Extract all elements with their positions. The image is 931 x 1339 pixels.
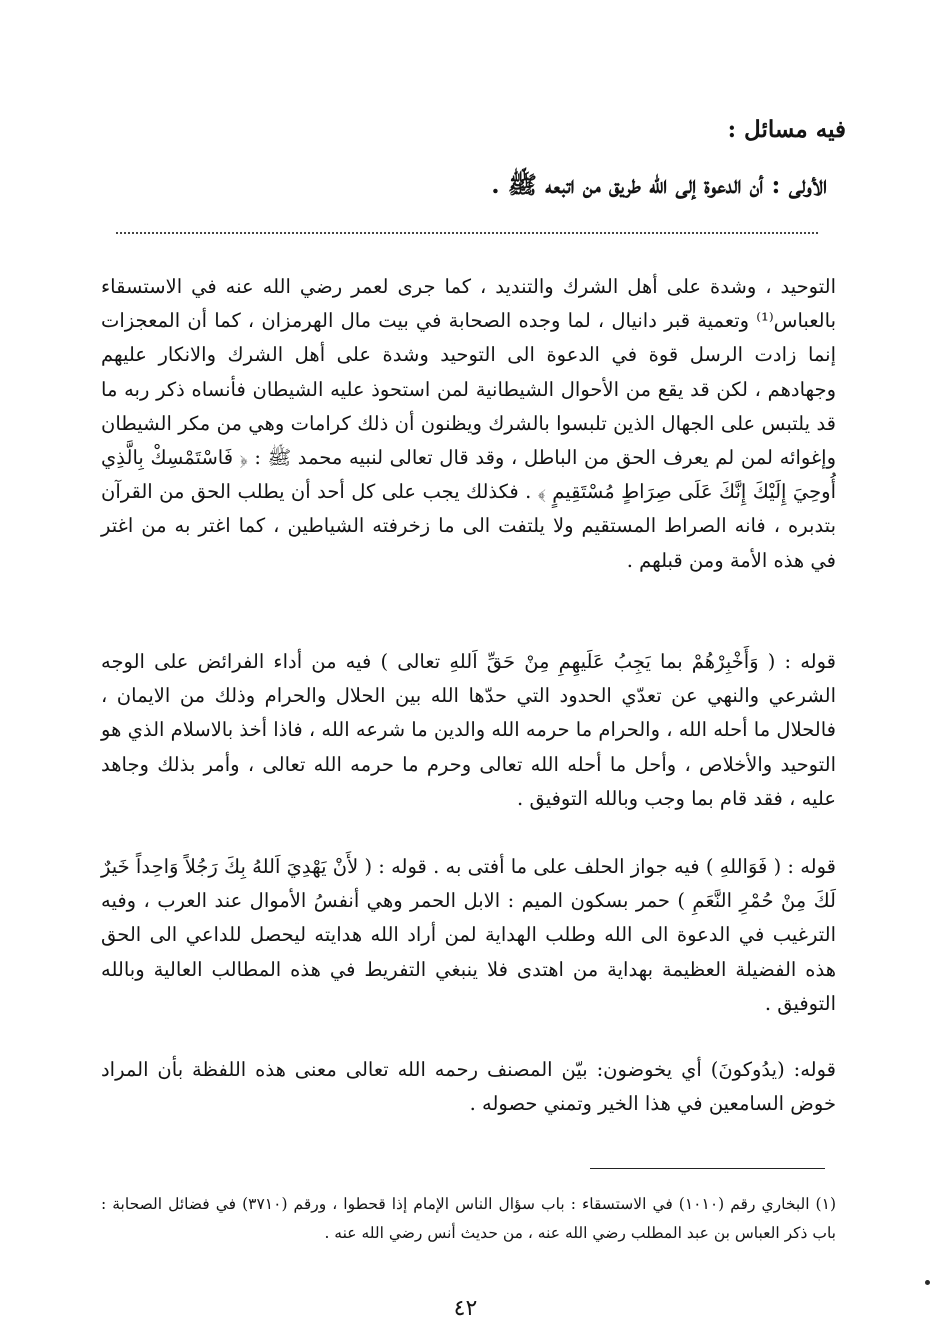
scan-speck	[925, 1280, 930, 1285]
page-number: ٤٢	[453, 1296, 478, 1321]
paragraph-1: التوحيد ، وشدة على أهل الشرك والتنديد ، كما جرى لعمر رضي الله عنه في الاستسقاء بالعباس⁽¹⁾ وتعمية قبر دانيال ، لما وجده الصحابة في بيت مال الهرمزان ، كما أن المعجزات إنما زادت الرسل قوة في الدعوة الى التوحيد وشدة على أهل الشرك والانكار عليهم وجهادهم ، لكن قد يقع من الأحوال الشيطانية لمن استحوذ عليه الشيطان فأنساه ذكر ربه ما قد يلتبس على الجهال الذين تلبسوا بالشرك ويظنون أن ذلك كرامات وهي من مكر الشيطان وإغوائه لمن لم يعرف الحق من الباطل ، وقد قال تعالى لنبيه محمد ﷺ : ﴿ فَاسْتَمْسِكْ بِالَّذِي أُوحِيَ إِلَيْكَ إِنَّكَ عَلَى صِرَاطٍ مُسْتَقِيمٍ ﴾ . فكذلك يجب على كل أحد أن يطلب الحق من القرآن بتدبره ، فانه الصراط المستقيم ولا يلتفت الى ما زخرفته الشياطين ، كما اغتر به من اغتر في هذه الأمة ومن قبلهم .	[101, 275, 836, 572]
first-issue-heading: الأولى : أن الدعوة إلى الله طريق من اتبعه ﷺ .	[491, 170, 827, 199]
paragraph-3: قوله : ( فَوَاللهِ ) فيه جواز الحلف على ما أفتى به . قوله : ( لأَنْ يَهْدِيَ اَللهُ بِكَ رَجُلاً وَاحِداً خَيرٌ لَكَ مِنْ حُمْرِ النَّعَمِ ) حمر بسكون الميم : الابل الحمر وهي أنفسُ الأموال عند العرب ، وفيه الترغيب في الدعوة الى الله وطلب الهداية لمن أراد الله هدايته ليحصل للداعي الى الحق هذه الفضيلة العظيمة بهداية من اهتدى فلا ينبغي التفريط في هذه المطالب العالية وبالله التوفيق .	[101, 855, 836, 1015]
paragraph-4: قوله: (يدُوكونَ) أي يخوضون: بيّن المصنف رحمه الله تعالى معنى هذه اللفظة بأن المراد خوض السامعين في هذا الخير وتمني حصوله .	[101, 1058, 836, 1116]
dotted-separator	[116, 232, 818, 234]
paragraph-2: قوله : ( وَأَخْبِرْهُمْ بما يَجِبُ عَلَيهِمِ مِنْ حَقِّ اَللهِ تعالى ) فيه من أداء الفرائض على الوجه الشرعي والنهي عن تعدّي الحدود التي حدّها الله بين الحلال والحرام وذلك من الايمان ، فالحلال ما أحله الله ، والحرام ما حرمه الله والدين ما شرعه الله ، فاذا أخذ بالاسلام الذي هو التوحيد والأخلاص ، وأحل ما أحله الله تعالى وحرم ما حرمه الله تعالى ، وأمر بذلك وجاهد عليه ، فقد قام بما وجب وبالله التوفيق .	[101, 650, 836, 810]
footnote: (١) البخاري رقم (١٠١٠) في الاستسقاء : باب سؤال الناس الإمام إذا قحطوا ، ورقم (٣٧١٠) في فضائل الصحابة : باب ذكر العباس بن عبد المطلب رضي الله عنه ، من حديث أنس رضي الله عنه .	[101, 1195, 836, 1242]
footnote-rule	[590, 1168, 825, 1169]
section-heading: فيه مسائل :	[727, 116, 846, 143]
